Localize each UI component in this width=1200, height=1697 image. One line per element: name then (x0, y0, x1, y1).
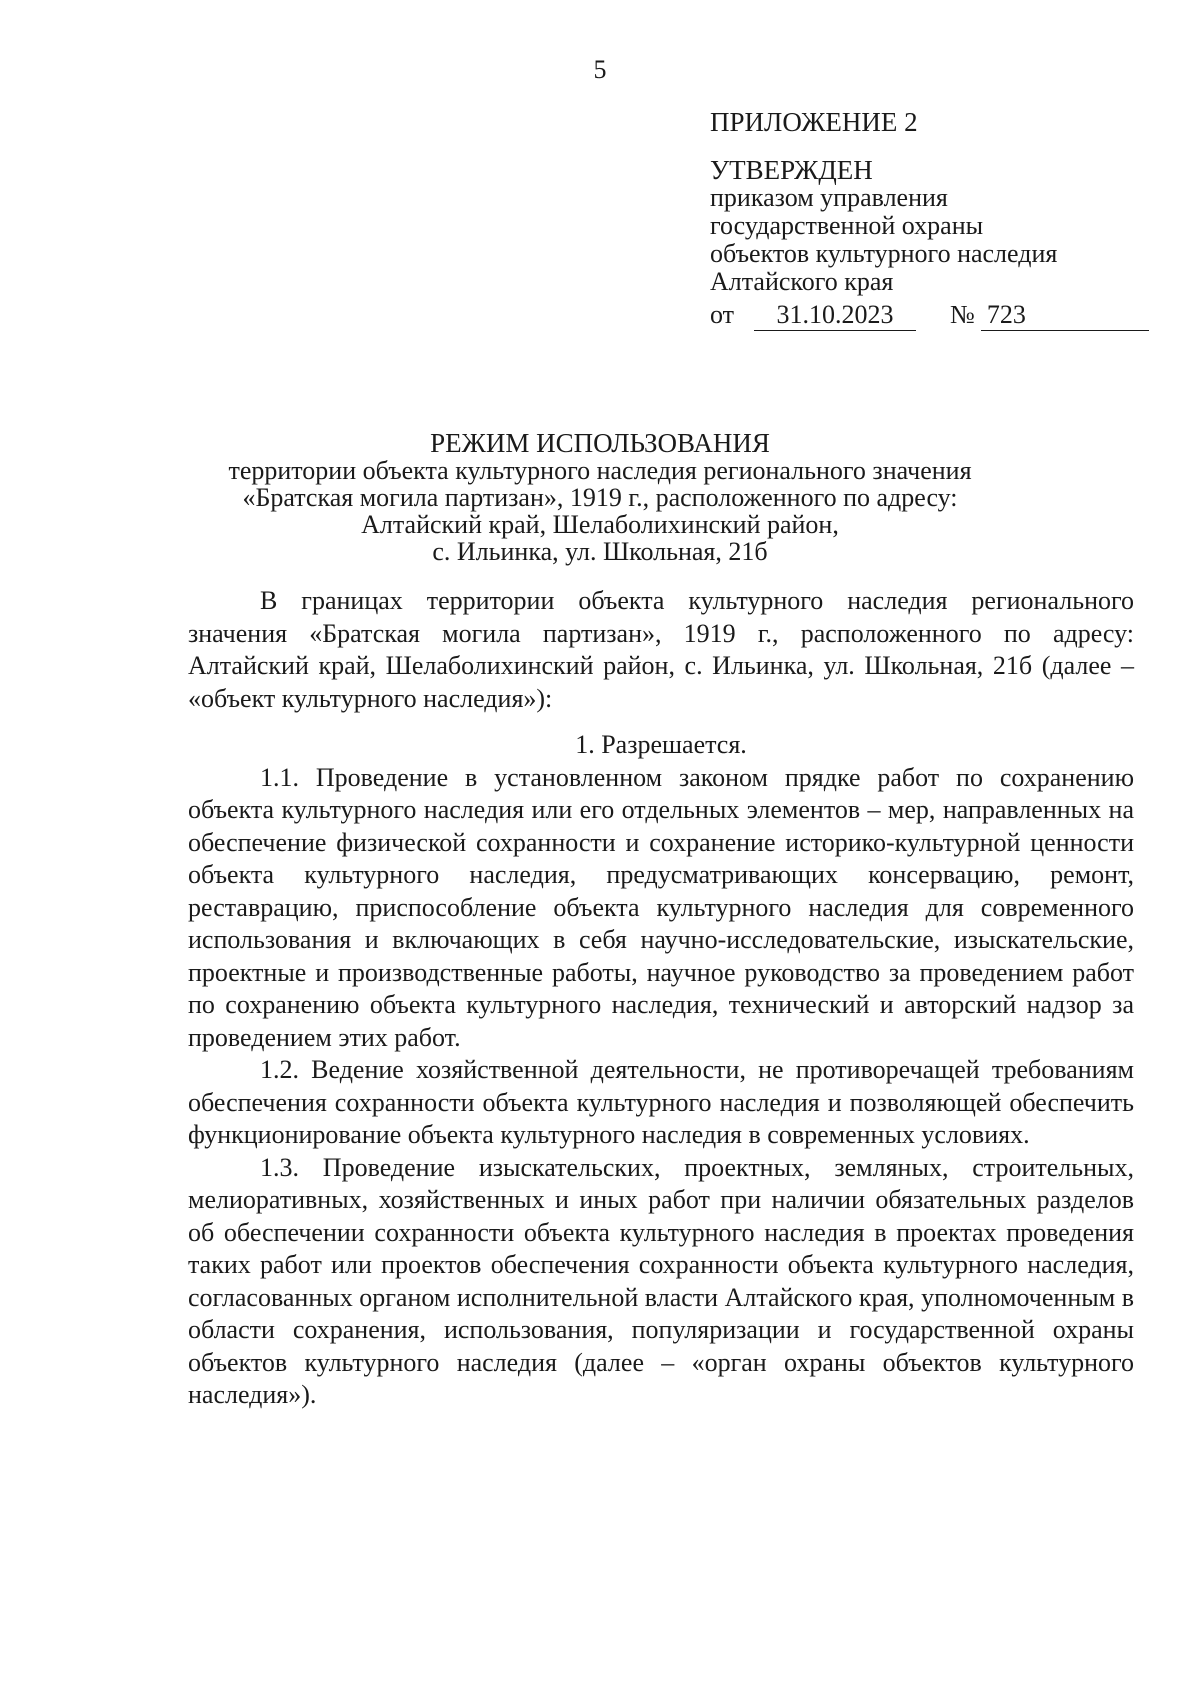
order-date: 31.10.2023 (754, 300, 916, 331)
approval-line-4: Алтайского края (710, 267, 894, 296)
section-1-title: 1. Разрешается. (575, 730, 747, 759)
appendix-block (710, 108, 1149, 331)
item-1-1: 1.1. Проведение в установленном законом прядке работ по сохранению объекта культурного наследия или его отдельных элементов – мер, направленных на обеспечение физической сохранности и сохранение историко-культурной ценности объекта культурного наследия, предусматривающих консервацию, ремонт, реставрацию, приспособление объекта культурного наследия для современного использования и включающих в себя научно-исследовательские, изыскательские, проектные и производственные работы, научное руководство за проведением работ по сохранению объекта культурного наследия, технический и авторский надзор за проведением этих работ. (188, 762, 1134, 1052)
date-label: от (710, 300, 735, 329)
approval-line-3: объектов культурного наследия (710, 239, 1058, 268)
document-heading (0, 430, 1200, 565)
order-number: 723 (981, 300, 1149, 331)
number-label: № (950, 300, 975, 329)
approval-line-1: приказом управления (710, 183, 948, 212)
intro-paragraph: В границах территории объекта культурного наследия регионального значения «Братская могила партизан», 1919 г., расположенного по адресу: Алтайский край, Шелаболихинский район, с. Ильинка, ул. Школьная, 21б (далее – «объект культурного наследия»): (188, 586, 1134, 713)
heading-line-4: с. Ильинка, ул. Школьная, 21б (432, 537, 768, 566)
heading-line-2: «Братская могила партизан», 1919 г., расположенного по адресу: (242, 483, 958, 512)
approved-label: УТВЕРЖДЕН (710, 155, 873, 185)
appendix-title: ПРИЛОЖЕНИЕ 2 (710, 107, 918, 137)
item-1-3: 1.3. Проведение изыскательских, проектных, земляных, строительных, мелиоративных, хозяйственных и иных работ при наличии обязательных разделов об обеспечении сохранности объекта культурного наследия в проектах проведения таких работ или проектов обеспечения сохранности объекта культурного наследия, согласованных органом исполнительной власти Алтайского края, уполномоченным в области сохранения, использования, популяризации и государственной охраны объектов культурного наследия (далее – «орган охраны объектов культурного наследия»). (188, 1152, 1134, 1409)
page-number: 5 (593, 55, 607, 84)
heading-line-1: территории объекта культурного наследия регионального значения (228, 456, 972, 485)
approval-line-2: государственной охраны (710, 211, 984, 240)
order-date-row (710, 300, 1149, 331)
heading-title: РЕЖИМ ИСПОЛЬЗОВАНИЯ (430, 428, 770, 458)
document-body (188, 585, 1134, 1412)
item-1-2: 1.2. Ведение хозяйственной деятельности, не противоречащей требованиям обеспечения сохранности объекта культурного наследия и позволяющей обеспечить функционирование объекта культурного наследия в современных условиях. (188, 1055, 1134, 1149)
heading-line-3: Алтайский край, Шелаболихинский район, (361, 510, 839, 539)
